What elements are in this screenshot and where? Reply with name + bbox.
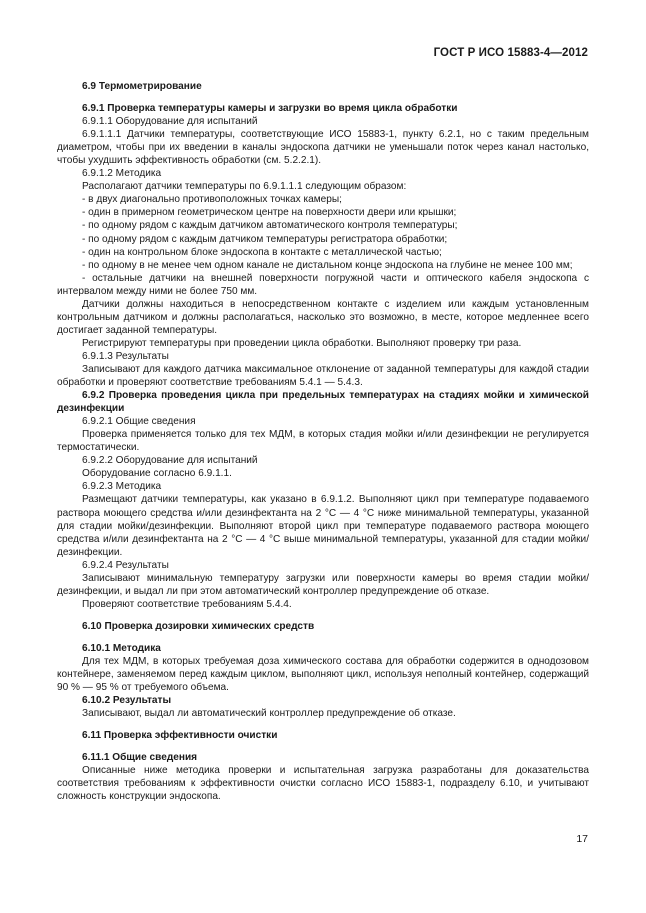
paragraph: 6.9.1.1.1 Датчики температуры, соответствующие ИСО 15883-1, пункту 6.2.1, но с таким предельным диаметром, чтобы при их введении в каналы эндоскопа датчики не уменьшали поток через канал настолько, чтобы ухудшить эффективность обработки (см. 5.2.2.1). xyxy=(57,129,589,167)
paragraph: 6.9.1.3 Результаты xyxy=(82,350,169,362)
paragraph: Проверка применяется только для тех МДМ, в которых стадия мойки и/или дезинфекции не регулируется термостатически. xyxy=(57,429,589,454)
paragraph: - один в примерном геометрическом центре на поверхности двери или крышки; xyxy=(82,207,457,219)
paragraph: Оборудование согласно 6.9.1.1. xyxy=(82,468,232,480)
paragraph: 6.9.1 Проверка температуры камеры и загрузки во время цикла обработки xyxy=(82,103,458,115)
paragraph: 6.9 Термометрирование xyxy=(82,81,202,92)
paragraph: Датчики должны находиться в непосредственном контакте с изделием или каждым установленным контрольным датчиком и должны располагаться, насколько это возможно, в месте, которое медленнее всего достигает заданной температуры. xyxy=(57,298,589,336)
paragraph: Для тех МДМ, в которых требуемая доза химического состава для обработки содержится в однодозовом контейнере, заменяемом перед каждым циклом, выполняют цикл, используя неполный контейнер, содержащий 90 % — 95 % от требуемого объема. xyxy=(57,655,589,694)
paragraph: - по одному рядом с каждым датчиком автоматического контроля температуры; xyxy=(82,220,458,232)
paragraph: - остальные датчики на внешней поверхности погружной части и оптического кабеля эндоскопа с интервалом между ними не более 750 мм. xyxy=(57,272,589,297)
paragraph: - по одному рядом с каждым датчиком температуры регистратора обработки; xyxy=(82,233,448,245)
paragraph: 6.10.2 Результаты xyxy=(82,695,172,707)
paragraph: 6.9.2.4 Результаты xyxy=(82,559,169,571)
paragraph: Описанные ниже методика проверки и испытательная загрузка разработаны для доказательства соответствия требованиям к эффективности очистки согласно ИСО 15883-1, подразделу 6.10, и учитывают сложность конструкции эндоскопа. xyxy=(57,765,589,803)
paragraph: Записывают, выдал ли автоматический контроллер предупреждение об отказе. xyxy=(82,708,456,720)
paragraph: Регистрируют температуры при проведении цикла обработки. Выполняют проверку три раза. xyxy=(82,337,522,349)
paragraph: 6.9.2 Проверка проведения цикла при предельных температурах на стадиях мойки и химической дезинфекции xyxy=(57,390,589,415)
paragraph: 6.9.1.1 Оборудование для испытаний xyxy=(82,116,258,128)
paragraph: 6.9.2.3 Методика xyxy=(82,481,162,493)
paragraph: 6.9.2.2 Оборудование для испытаний xyxy=(82,455,258,467)
paragraph: - один на контрольном блоке эндоскопа в контакте с металлической частью; xyxy=(82,246,442,258)
paragraph: Располагают датчики температуры по 6.9.1.1.1 следующим образом: xyxy=(82,181,407,193)
document-body xyxy=(57,80,589,803)
paragraph: - в двух диагонально противоположных точках камеры; xyxy=(82,194,342,206)
paragraph: 6.10 Проверка дозировки химических средств xyxy=(82,620,315,632)
paragraph: - по одному в не менее чем одном канале не дистальном конце эндоскопа на глубине не менее 100 мм; xyxy=(82,259,573,271)
paragraph: 6.11.1 Общие сведения xyxy=(82,752,198,764)
paragraph: 6.10.1 Методика xyxy=(82,642,161,654)
paragraph: 6.9.2.1 Общие сведения xyxy=(82,416,196,428)
page-number: 17 xyxy=(576,833,588,845)
paragraph: Размещают датчики температуры, как указано в 6.9.1.2. Выполняют цикл при температуре подаваемого раствора моющего средства и/или дезинфектанта на 2 °С — 4 °С ниже минимальной температуры, указанной для стадии мойки/дезинфекции. Выполняют второй цикл при температуре подаваемого раствора моющего средства и/или дезинфектанта на 2 °С — 4 °С выше минимальной температуры, указанной для стадии мойки/дезинфекции. xyxy=(57,494,589,558)
paragraph: Проверяют соответствие требованиям 5.4.4. xyxy=(82,598,292,610)
document-header: ГОСТ Р ИСО 15883-4—2012 xyxy=(433,47,588,59)
paragraph: Записывают минимальную температуру загрузки или поверхности камеры во время стадии мойки/дезинфекции, и выдал ли при этом автоматический контроллер предупреждение об отказе. xyxy=(57,572,589,597)
paragraph: 6.9.1.2 Методика xyxy=(82,168,162,180)
paragraph: Записывают для каждого датчика максимальное отклонение от заданной температуры для каждой стадии обработки и проверяют соответствие требованиям 5.4.1 — 5.4.3. xyxy=(57,363,589,389)
paragraph: 6.11 Проверка эффективности очистки xyxy=(82,730,278,742)
